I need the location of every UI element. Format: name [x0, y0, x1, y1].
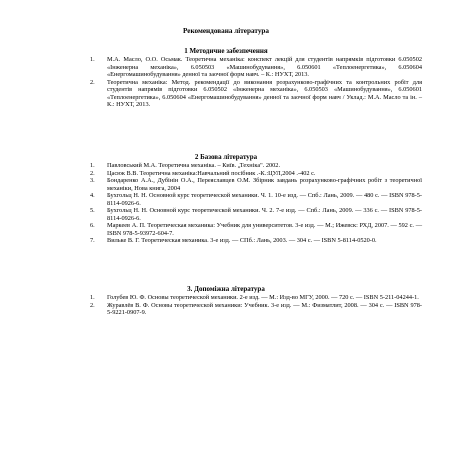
- list-item: [90, 177, 422, 192]
- list-item: [90, 294, 422, 302]
- item-text: Павловський М.А. Теоретична механіка. – Київ. „Техніка". 2002.: [107, 162, 281, 169]
- list-item: [90, 222, 422, 237]
- list-item: [90, 192, 422, 207]
- item-text: Теоретична механіка: Метод. рекомендації до виконання розрахунково-графічних та контрольних робіт для студентів напрямів підготовки 6.050502 «Інженерна механіка», 6.050503 «Машинобудування», 6.050601 «Теплоенергетика», 6.050604 «Енергомашинобудування» денної та заочної форм навч / Уклад.: М.А. Масло та ін. – К.: НУХТ, 2013.: [107, 78, 422, 108]
- item-text: Бондаренко А.А., Дубінін О.А., Переяславцев О.М. Збірник завдань розрахунково-графічних робіт з теоретичної механіки, Нова книга, 2004: [107, 177, 422, 192]
- reference-list-basic: [90, 162, 422, 245]
- item-number: 3.: [90, 177, 95, 184]
- item-number: 7.: [90, 237, 95, 244]
- item-text: М.А. Масло, О.О. Осьмак. Теоретична механіка: конспект лекцій для студентів напрямків підготовки 6.050502 «Інженерна механіка», 6.050503 «Машинобудування», 6.050601 «Теплоенергетика», 6.050604 «Енергомашинобудування» денної та заочної форм навч. – К.: НУХТ, 2013.: [107, 56, 422, 78]
- list-item: [90, 237, 422, 245]
- item-text: Бухгольц Н. Н. Основной курс теоретической механики. Ч. 1. 10-е изд. — Спб.: Лань, 2009. — 480 с. — ISBN 978-5-8114-0926-6.: [107, 192, 422, 207]
- item-number: 2.: [90, 301, 95, 309]
- item-text: Вильке В. Г. Теоретическая механика. 3-е изд. — СПб.: Лань, 2003. — 304 с. — ISBN 5-8114-0520-0.: [107, 237, 377, 244]
- item-number: 1.: [90, 162, 95, 169]
- item-number: 2.: [90, 169, 95, 177]
- item-number: 1.: [90, 294, 95, 301]
- item-text: Голубев Ю. Ф. Основы теоретической механики. 2-е изд. — М.: Изд-во МГУ, 2000. — 720 с. — ISBN 5-211-04244-1.: [107, 294, 419, 301]
- item-text: Бухгольц Н. Н. Основной курс теоретической механики. Ч. 2. 7-е изд. — Спб.: Лань, 2009. — 336 с. — ISBN 978-5-8114-0926-6.: [107, 207, 422, 222]
- item-text: Журавлёв В. Ф. Основы теоретической механики: Учебник. 3-е изд. — М.: Физматлит, 2008. — 304 с. — ISBN 978-5-9221-0907-9.: [107, 301, 422, 316]
- reference-list-auxiliary: [90, 294, 422, 317]
- list-item: [90, 162, 422, 170]
- reference-list-methodical: [90, 56, 422, 109]
- item-number: 2.: [90, 78, 95, 86]
- item-text: Цасюк В.В. Теоретична механіка:Навчальний посібник .-К.:ЦУЛ,2004 .-402 с.: [107, 169, 316, 177]
- section-title-methodical: 1 Методичне забезпечення: [184, 47, 268, 55]
- item-number: 4.: [90, 192, 95, 199]
- list-item: [90, 302, 422, 317]
- item-number: 6.: [90, 222, 95, 229]
- list-item: [90, 79, 422, 109]
- item-text: Маркеев А. П. Теоретическая механика: Учебник для университетов. 3-е изд. — М.; Ижевск: РХД, 2007. — 592 с. — ISBN 978-5-93972-604-7.: [107, 222, 422, 237]
- list-item: [90, 56, 422, 79]
- list-item: [90, 170, 422, 178]
- section-title-auxiliary: 3. Допоміжна література: [187, 285, 265, 293]
- item-number: 1.: [90, 56, 95, 63]
- item-number: 5.: [90, 207, 95, 214]
- page-title: Рекомендована література: [182, 27, 270, 35]
- list-item: [90, 207, 422, 222]
- section-title-basic: 2 Базова література: [194, 153, 258, 161]
